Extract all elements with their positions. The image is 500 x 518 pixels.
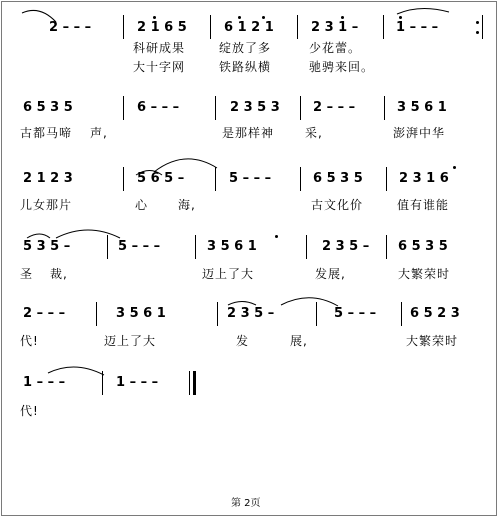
lyric: 儿女那片 bbox=[20, 198, 73, 212]
lyric: 迈上了大 bbox=[202, 267, 255, 281]
lyric: 心 bbox=[135, 198, 149, 212]
lyric: 科研成果 bbox=[133, 41, 186, 55]
lyric: 古文化价 bbox=[311, 198, 364, 212]
measure: 5 3 5 – bbox=[23, 239, 71, 254]
score-page bbox=[1, 1, 497, 516]
measure: 2 – – – bbox=[23, 306, 66, 321]
barline bbox=[386, 235, 387, 259]
measure: 2 3 5 – bbox=[322, 239, 370, 254]
measure: 3 5 6 1 bbox=[397, 100, 447, 115]
lyric: 驰骋来回。 bbox=[309, 60, 375, 74]
lyric: 采, bbox=[305, 126, 323, 140]
barline bbox=[195, 235, 196, 259]
lyric: 发 bbox=[236, 334, 250, 348]
measure: 5 – – – bbox=[334, 306, 377, 321]
measure: 2 – – – bbox=[49, 20, 92, 35]
measure: 5 6 5 – bbox=[137, 171, 185, 186]
lyric: 古都马啼 bbox=[20, 126, 73, 140]
barline bbox=[210, 15, 211, 39]
measure: 1 – – – bbox=[23, 375, 66, 390]
barline bbox=[215, 167, 216, 191]
lyric: 澎湃中华 bbox=[393, 126, 446, 140]
measure: 6 5 3 5 bbox=[313, 171, 363, 186]
barline bbox=[217, 302, 218, 326]
measure: 2 1 6 5 bbox=[137, 20, 187, 35]
barline bbox=[123, 96, 124, 120]
measure: 5 – – – bbox=[229, 171, 272, 186]
octave-dot bbox=[341, 16, 344, 19]
lyric: 是那样神 bbox=[222, 126, 275, 140]
barline bbox=[383, 15, 384, 39]
octave-dot bbox=[453, 166, 456, 169]
measure: 6 1 2 1 bbox=[224, 20, 274, 35]
final-barline-thick bbox=[193, 371, 196, 395]
measure: 2 3 5 3 bbox=[230, 100, 280, 115]
barline bbox=[123, 15, 124, 39]
lyric: 声, bbox=[90, 126, 108, 140]
measure: 6 5 3 5 bbox=[23, 100, 73, 115]
measure: 5 – – – bbox=[118, 239, 161, 254]
lyric: 铁路纵横 bbox=[219, 60, 272, 74]
measure: 6 5 2 3 bbox=[410, 306, 460, 321]
lyric: 大十字网 bbox=[133, 60, 186, 74]
barline bbox=[300, 96, 301, 120]
lyric: 展, bbox=[290, 334, 308, 348]
measure: 1 – – – bbox=[396, 20, 439, 35]
measure: 2 – – – bbox=[313, 100, 356, 115]
lyric: 大繁荣时 bbox=[406, 334, 459, 348]
lyric: 代! bbox=[20, 334, 39, 348]
barline bbox=[386, 167, 387, 191]
measure: 3 5 6 1 bbox=[116, 306, 166, 321]
lyric: 海, bbox=[178, 198, 196, 212]
measure: 6 5 3 5 bbox=[398, 239, 448, 254]
barline bbox=[107, 235, 108, 259]
octave-dot bbox=[262, 16, 265, 19]
measure: 1 – – – bbox=[116, 375, 159, 390]
barline bbox=[300, 167, 301, 191]
repeat-dot bbox=[476, 31, 479, 34]
measure: 2 3 5 – bbox=[227, 306, 275, 321]
lyric: 圣 bbox=[20, 267, 34, 281]
lyric: 发展, bbox=[315, 267, 346, 281]
final-barline-thin bbox=[189, 371, 190, 395]
page-number: 第 2页 bbox=[231, 498, 261, 509]
lyric: 值有谁能 bbox=[397, 198, 450, 212]
measure: 3 5 6 1 bbox=[207, 239, 257, 254]
octave-dot bbox=[238, 16, 241, 19]
barline bbox=[215, 96, 216, 120]
barline bbox=[96, 302, 97, 326]
measure: 6 – – – bbox=[137, 100, 180, 115]
barline bbox=[316, 302, 317, 326]
repeat-barline bbox=[482, 15, 483, 39]
measure: 2 1 2 3 bbox=[23, 171, 73, 186]
octave-dot bbox=[275, 235, 278, 238]
barline bbox=[102, 371, 103, 395]
barline bbox=[306, 235, 307, 259]
lyric: 少花蕾。 bbox=[309, 41, 362, 55]
barline bbox=[401, 302, 402, 326]
lyric: 绽放了多 bbox=[219, 41, 272, 55]
barline bbox=[123, 167, 124, 191]
lyric: 裁, bbox=[50, 267, 68, 281]
octave-dot bbox=[153, 16, 156, 19]
lyric: 代! bbox=[20, 404, 39, 418]
repeat-dot bbox=[476, 21, 479, 24]
measure: 2 3 1 6 bbox=[399, 171, 449, 186]
barline bbox=[384, 96, 385, 120]
lyric: 大繁荣时 bbox=[398, 267, 451, 281]
barline bbox=[297, 15, 298, 39]
lyric: 迈上了大 bbox=[104, 334, 157, 348]
octave-dot bbox=[399, 16, 402, 19]
measure: 2 3 1 – bbox=[311, 20, 359, 35]
